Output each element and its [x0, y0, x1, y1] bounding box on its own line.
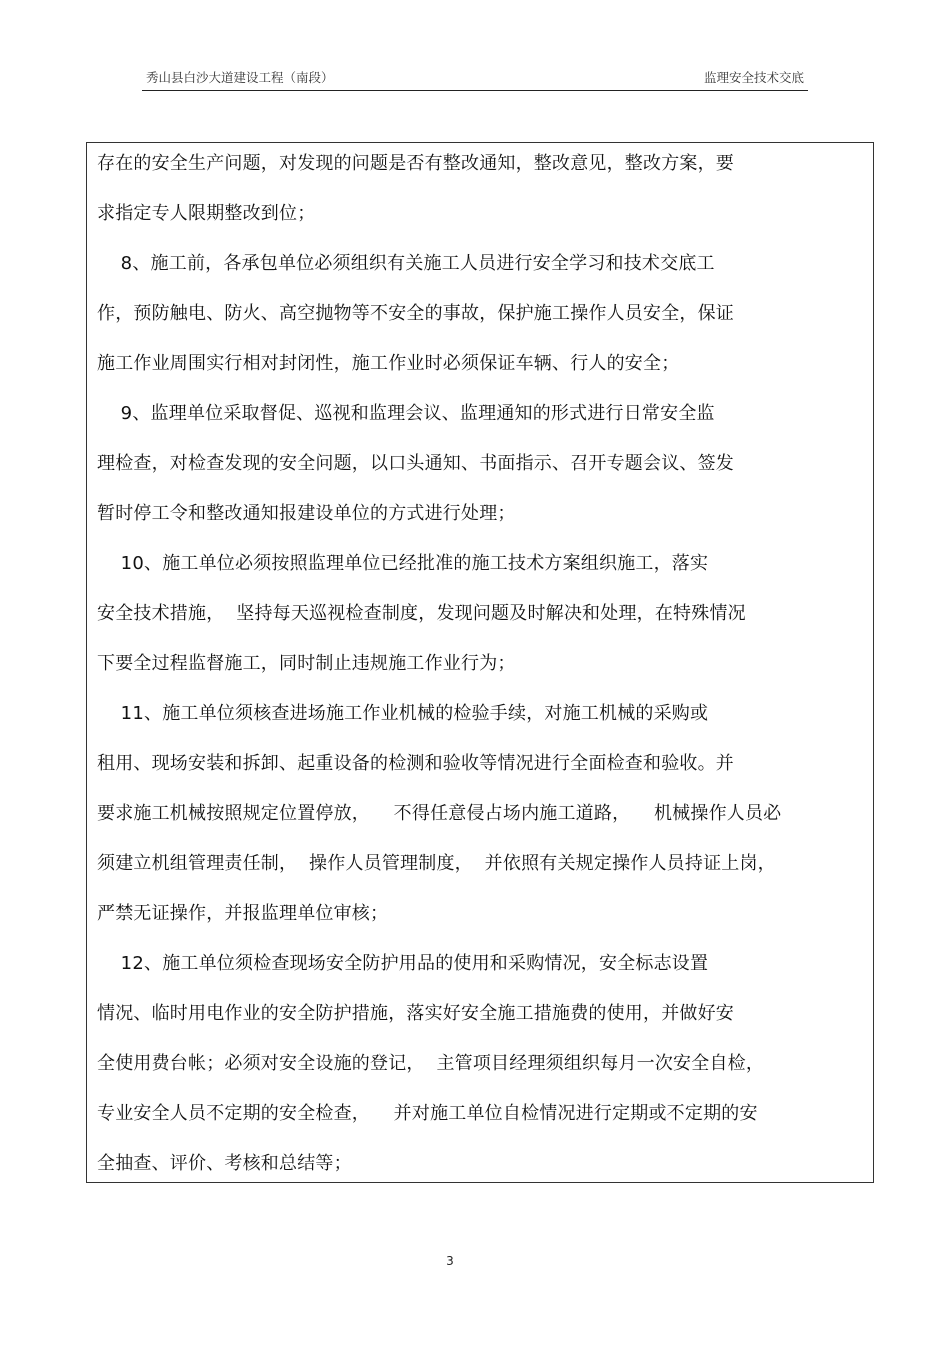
text-line: 须建立机组管理责任制， 操作人员管理制度， 并依照有关规定操作人员持证上岗，: [97, 853, 776, 874]
text-line: 9、监理单位采取督促、巡视和监理会议、监理通知的形式进行日常安全监: [97, 403, 715, 424]
text-line: 存在的安全生产问题，对发现的问题是否有整改通知，整改意见，整改方案，要: [97, 153, 734, 174]
text-line: 暂时停工令和整改通知报建设单位的方式进行处理；: [97, 503, 516, 524]
page-number: 3: [446, 1254, 454, 1268]
text-line: 10、施工单位必须按照监理单位已经批准的施工技术方案组织施工，落实: [97, 553, 709, 574]
text-line: 8、施工前，各承包单位必须组织有关施工人员进行安全学习和技术交底工: [97, 253, 715, 274]
text-line: 下要全过程监督施工，同时制止违规施工作业行为；: [97, 653, 516, 674]
page-header: [142, 64, 808, 91]
text-line: 租用、现场安装和拆卸、起重设备的检测和验收等情况进行全面检查和验收。并: [97, 753, 734, 774]
text-line: 全使用费台帐；必须对安全设施的登记， 主管项目经理须组织每月一次安全自检，: [97, 1053, 765, 1074]
text-line: 作，预防触电、防火、高空抛物等不安全的事故，保护施工操作人员安全，保证: [97, 303, 734, 324]
text-line: 理检查，对检查发现的安全问题，以口头通知、书面指示、召开专题会议、签发: [97, 453, 734, 474]
text-line: 全抽查、评价、考核和总结等；: [97, 1153, 352, 1174]
text-line: 求指定专人限期整改到位；: [97, 203, 316, 224]
header-document-title: 监理安全技术交底: [703, 70, 804, 85]
text-line: 要求施工机械按照规定位置停放， 不得任意侵占场内施工道路， 机械操作人员必: [97, 803, 782, 824]
text-line: 专业安全人员不定期的安全检查， 并对施工单位自检情况进行定期或不定期的安: [97, 1103, 758, 1124]
header-project-name: 秀山县白沙大道建设工程（南段）: [146, 70, 334, 85]
text-line: 安全技术措施， 坚持每天巡视检查制度，发现问题及时解决和处理，在特殊情况: [97, 603, 746, 624]
content-box: [86, 142, 874, 1183]
text-line: 情况、临时用电作业的安全防护措施，落实好安全施工措施费的使用，并做好安: [97, 1003, 734, 1024]
text-line: 12、施工单位须检查现场安全防护用品的使用和采购情况，安全标志设置: [97, 953, 709, 974]
text-line: 严禁无证操作，并报监理单位审核；: [97, 903, 389, 924]
text-line: 施工作业周围实行相对封闭性，施工作业时必须保证车辆、行人的安全；: [97, 353, 680, 374]
text-line: 11、施工单位须核查进场施工作业机械的检验手续，对施工机械的采购或: [97, 703, 709, 724]
